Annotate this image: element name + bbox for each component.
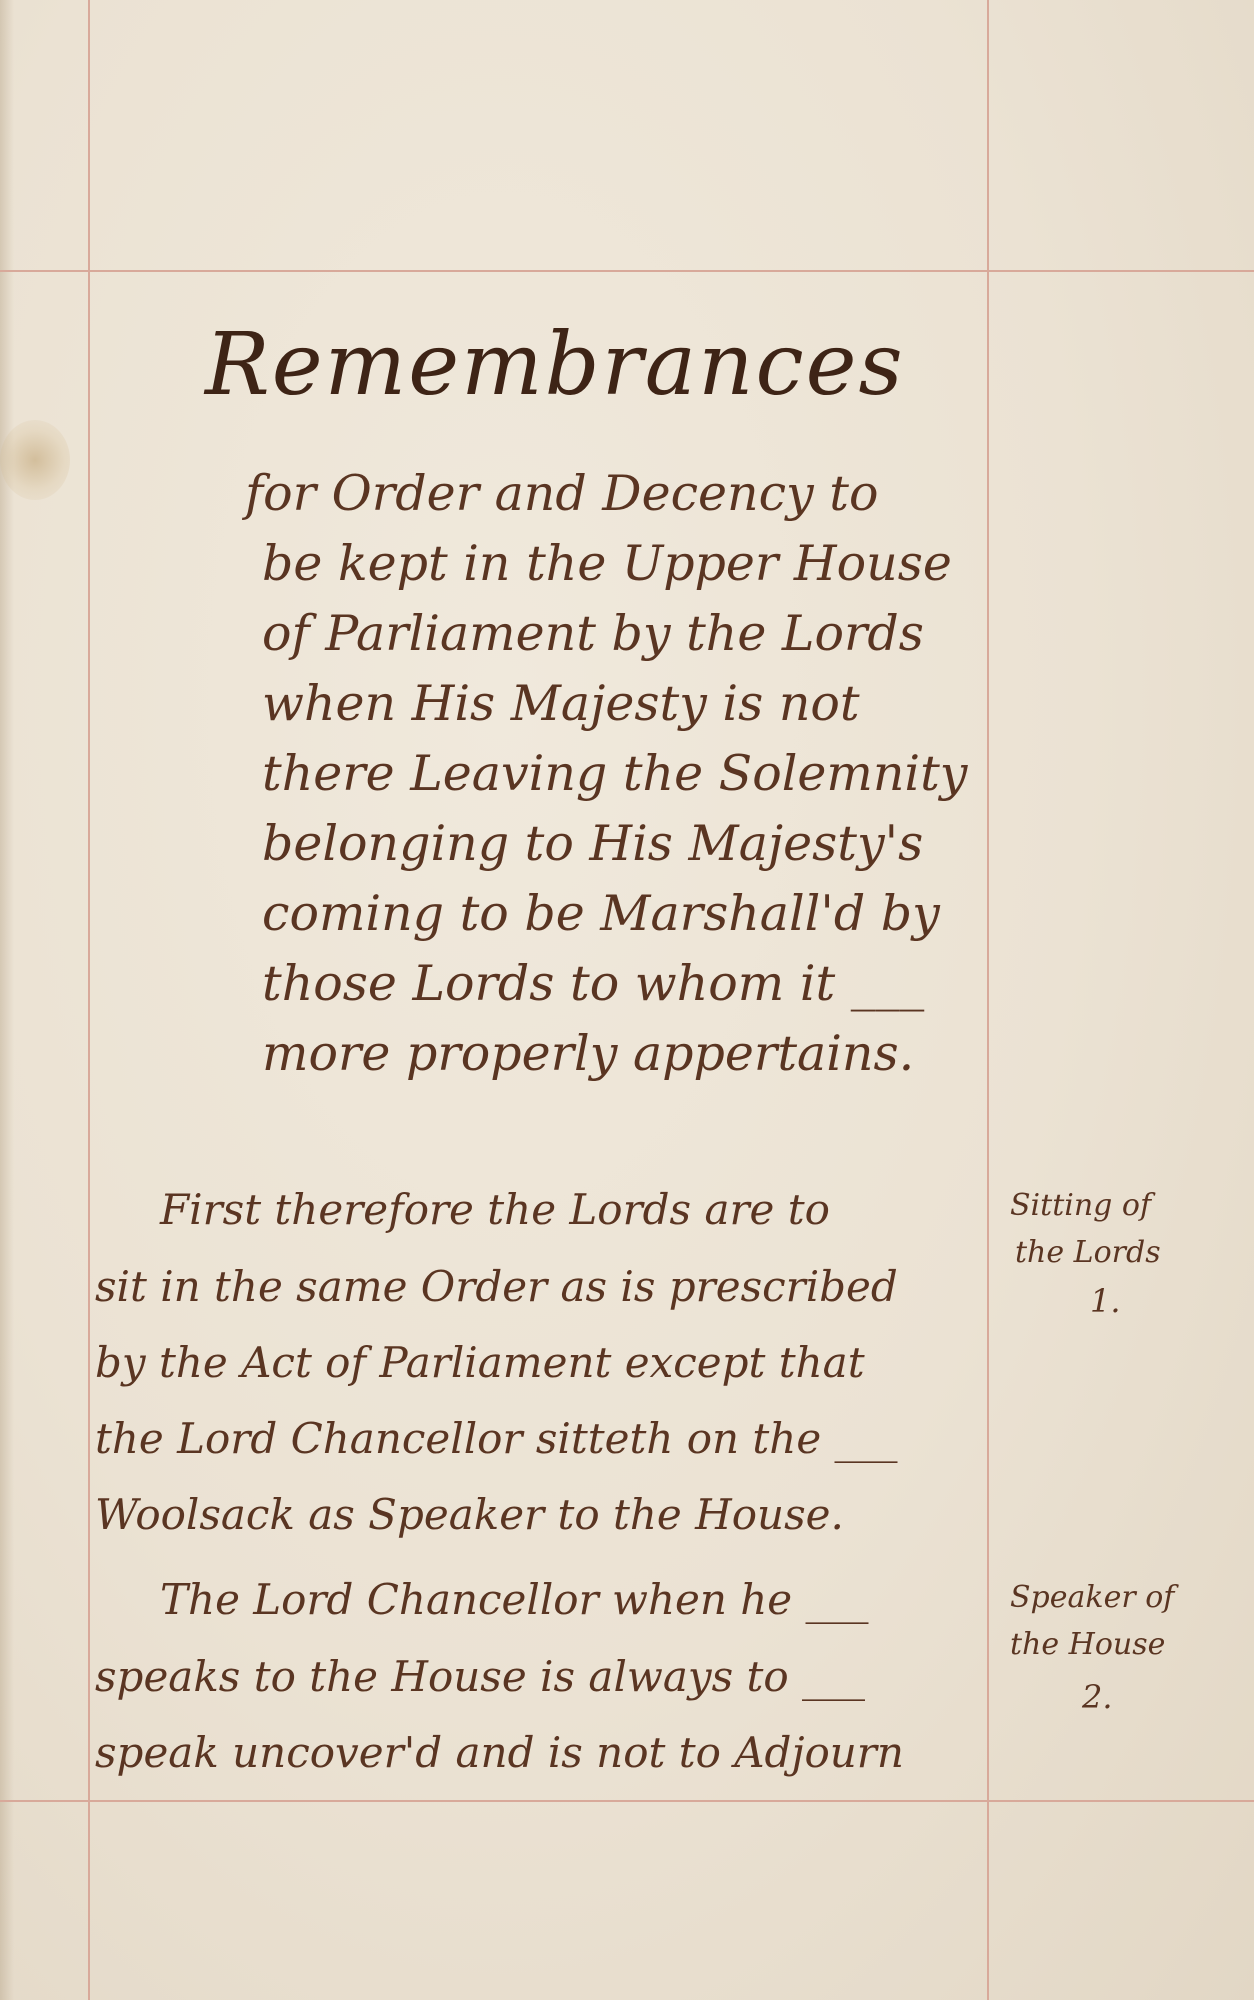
paragraph-line: First therefore the Lords are to [160, 1185, 830, 1234]
heading-line: when His Majesty is not [262, 675, 860, 732]
paragraph-line: sit in the same Order as is prescribed [95, 1262, 898, 1311]
paper-stain [0, 420, 70, 500]
left-margin-rule [88, 0, 90, 2000]
paragraph-line: Woolsack as Speaker to the House. [95, 1490, 844, 1539]
top-margin-rule [0, 270, 1254, 272]
paragraph-line: speaks to the House is always to ___ [95, 1652, 866, 1701]
bottom-margin-rule [0, 1800, 1254, 1802]
paragraph-line: The Lord Chancellor when he ___ [160, 1575, 869, 1624]
heading-line: there Leaving the Solemnity [262, 745, 968, 802]
paragraph-line: speak uncover'd and is not to Adjourn [95, 1728, 904, 1777]
heading-line: more properly appertains. [262, 1025, 915, 1082]
heading-line: of Parliament by the Lords [262, 605, 924, 662]
heading-line: belonging to His Majesty's [262, 815, 924, 872]
right-margin-rule [987, 0, 989, 2000]
margin-note-number: 2. [1082, 1678, 1113, 1716]
margin-note-number: 1. [1090, 1282, 1121, 1320]
margin-note: Sitting of [1010, 1188, 1152, 1223]
margin-note: the House [1010, 1627, 1166, 1662]
heading-line: those Lords to whom it ___ [262, 955, 925, 1012]
heading-line: be kept in the Upper House [262, 535, 952, 592]
margin-note: the Lords [1015, 1235, 1161, 1270]
margin-note: Speaker of [1010, 1580, 1175, 1615]
paragraph-line: by the Act of Parliament except that [95, 1338, 865, 1387]
heading-line: coming to be Marshall'd by [262, 885, 940, 942]
page-title: Remembrances [205, 315, 905, 415]
paragraph-line: the Lord Chancellor sitteth on the ___ [95, 1414, 898, 1463]
heading-line: for Order and Decency to [245, 465, 879, 522]
page-edge-shadow [0, 0, 14, 2000]
